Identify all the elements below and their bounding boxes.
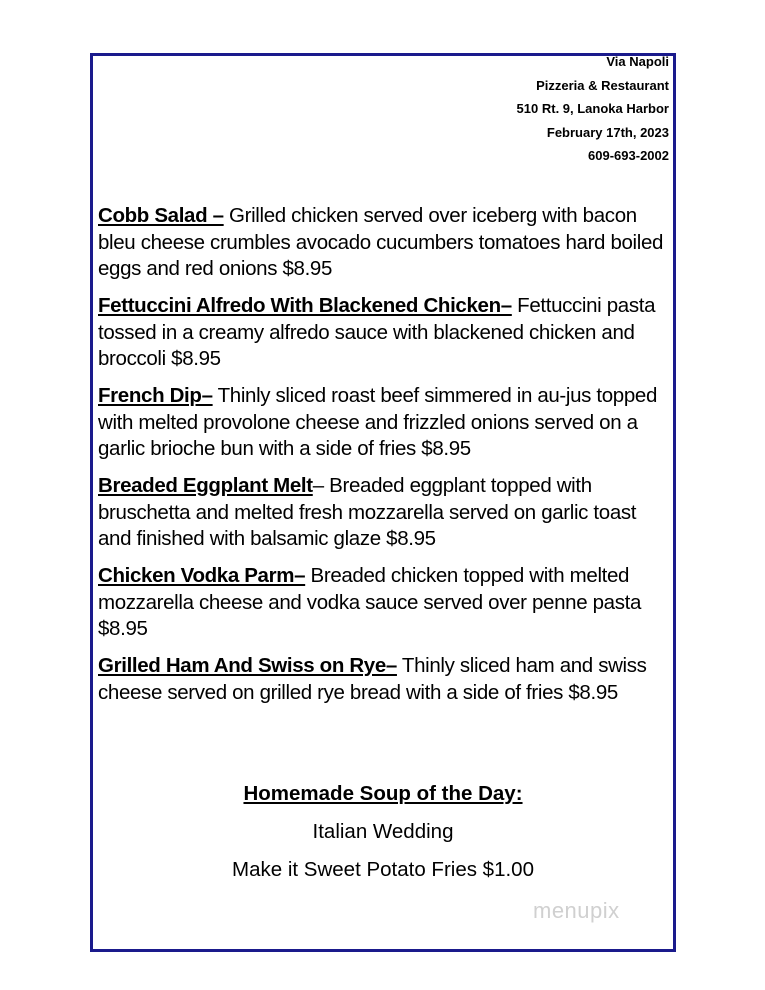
item-name: Fettuccini Alfredo With Blackened Chicken–: [98, 294, 512, 317]
restaurant-name: Via Napoli: [606, 54, 669, 69]
menu-item-french-dip: [98, 383, 673, 463]
item-description: Fettuccini pasta tossed in a creamy alfredo sauce with blackened chicken and broccoli $8.95: [98, 294, 656, 370]
menu-item-eggplant-melt: [98, 473, 673, 553]
restaurant-header: [517, 53, 669, 168]
item-description: Thinly sliced ham and swiss cheese served on grilled rye bread with a side of fries $8.95: [98, 654, 647, 704]
menu-items: [98, 203, 673, 717]
soup-of-the-day: Italian Wedding: [312, 820, 454, 843]
menu-frame: [90, 53, 676, 952]
restaurant-type: Pizzeria & Restaurant: [536, 77, 669, 93]
item-description: – Breaded eggplant topped with bruschetta and melted fresh mozzarella served on garlic toast and finished with balsamic glaze $8.95: [98, 474, 637, 550]
menu-item-chicken-vodka-parm: [98, 563, 673, 643]
sweet-potato-fries-upsell: Make it Sweet Potato Fries $1.00: [232, 858, 534, 881]
menupix-watermark: menupix: [533, 898, 620, 923]
restaurant-address: 510 Rt. 9, Lanoka Harbor: [516, 101, 669, 116]
item-name: Grilled Ham And Swiss on Rye–: [98, 654, 397, 677]
menu-item-cobb-salad: [98, 203, 673, 283]
menu-item-fettuccini-alfredo: [98, 293, 673, 373]
item-name: Cobb Salad –: [98, 204, 224, 227]
item-name: Breaded Eggplant Melt: [98, 474, 313, 497]
soup-heading: Homemade Soup of the Day:: [243, 782, 523, 805]
menu-item-grilled-ham-swiss: [98, 653, 673, 706]
restaurant-phone: 609-693-2002: [588, 148, 669, 163]
item-description: Grilled chicken served over iceberg with bacon bleu cheese crumbles avocado cucumbers tomatoes hard boiled eggs and red onions $8.95: [98, 204, 664, 280]
item-description: Thinly sliced roast beef simmered in au-jus topped with melted provolone cheese and frizzled onions served on a garlic brioche bun with a side of fries $8.95: [98, 384, 658, 460]
item-description: Breaded chicken topped with melted mozzarella cheese and vodka sauce served over penne pasta $8.95: [98, 564, 642, 640]
menu-date: February 17th, 2023: [546, 124, 669, 140]
item-name: Chicken Vodka Parm–: [98, 564, 306, 587]
item-name: French Dip–: [98, 384, 213, 407]
